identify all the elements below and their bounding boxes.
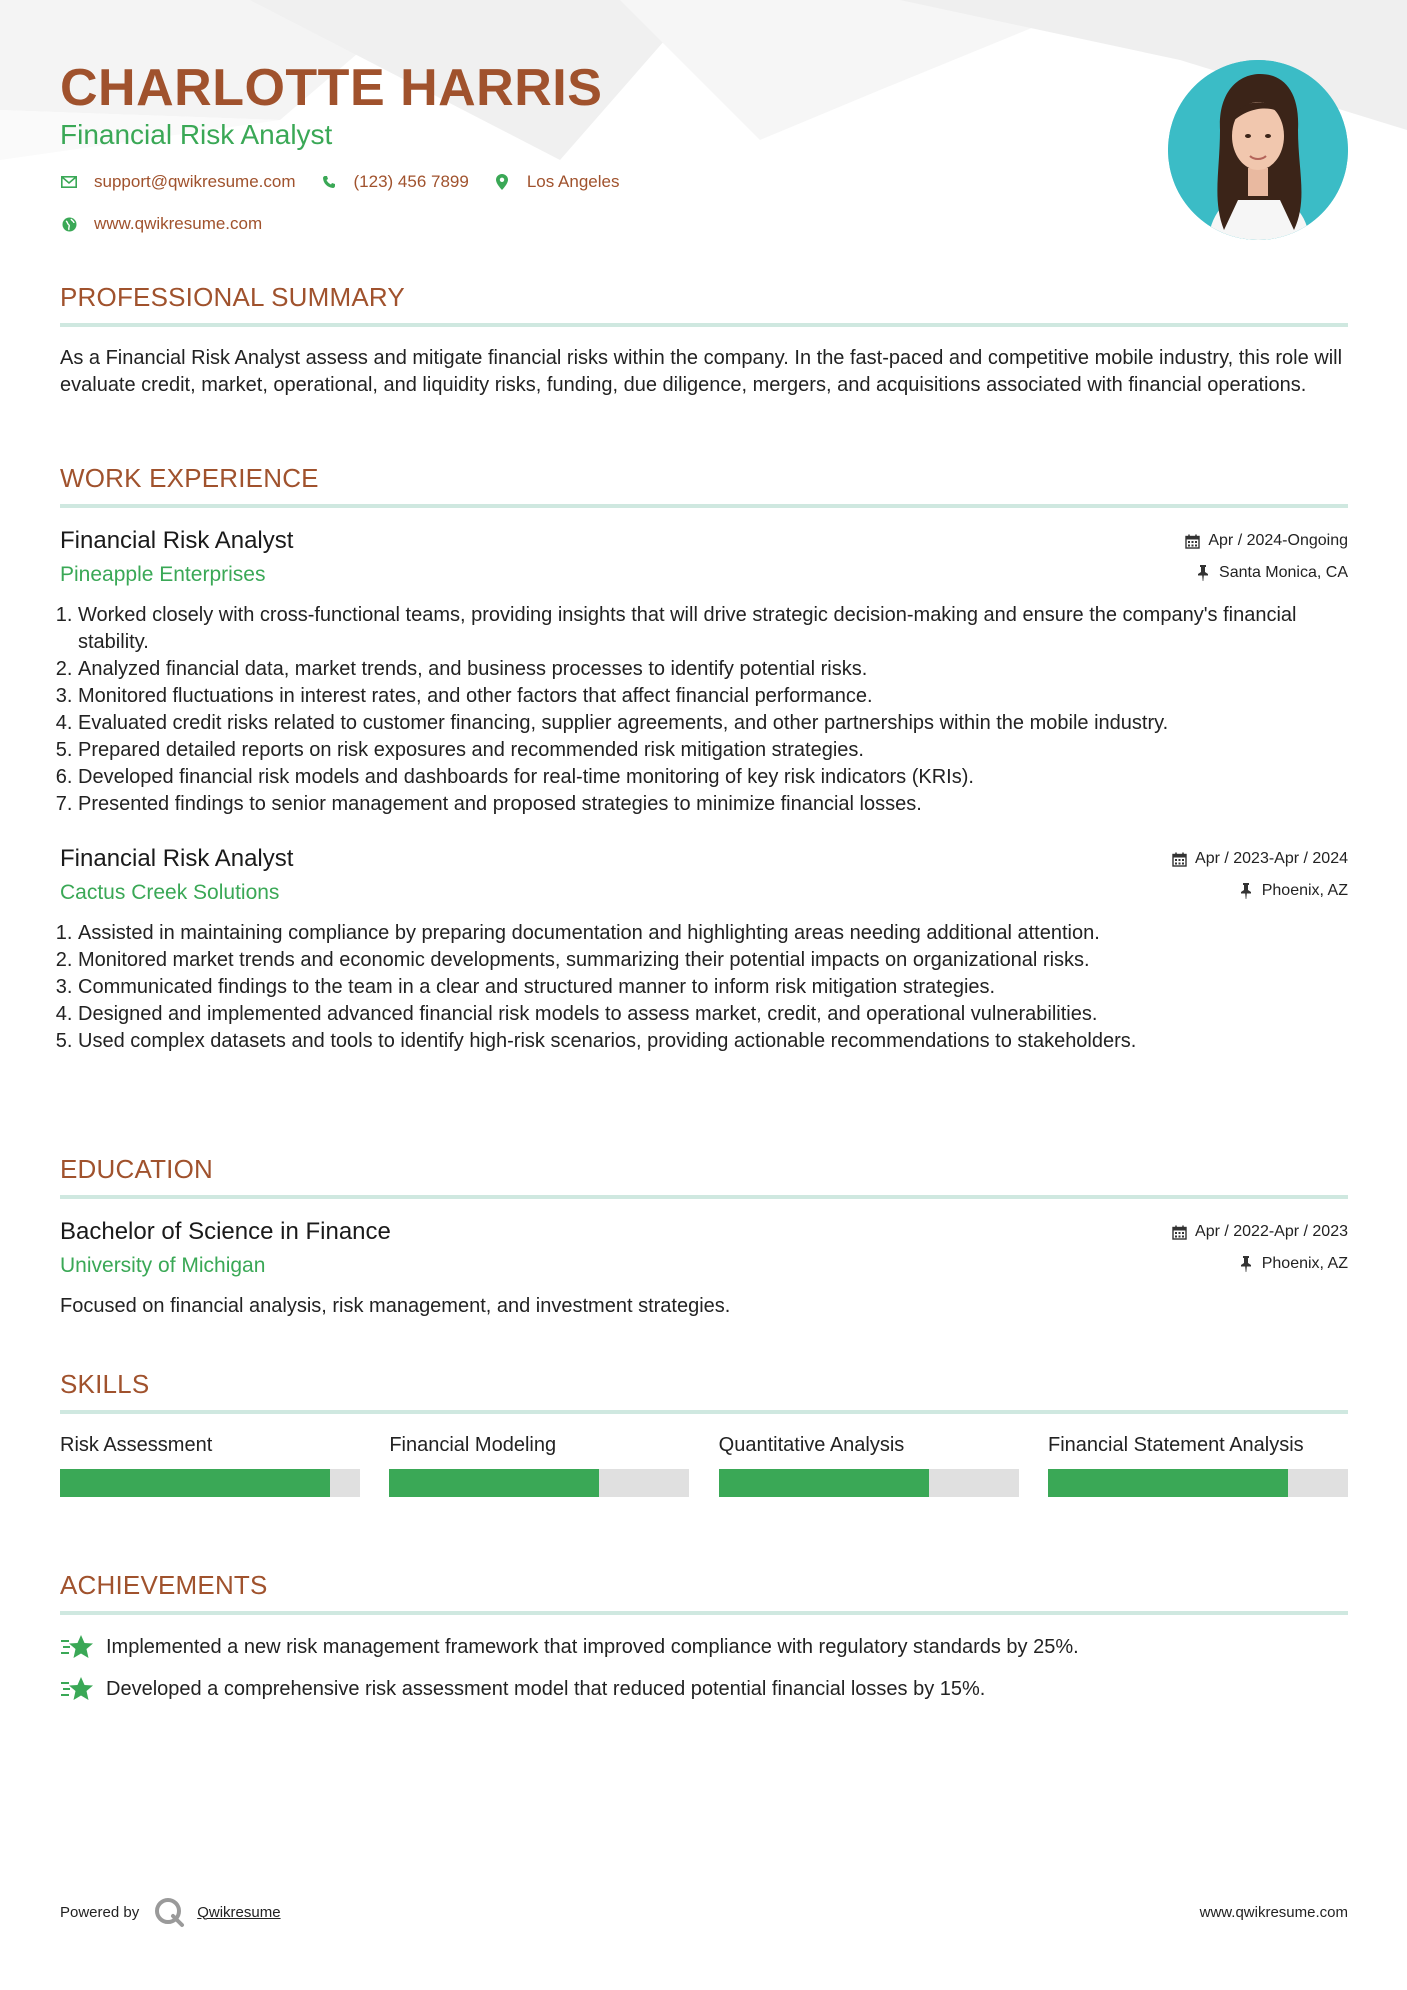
job-bullet: 3. Monitored fluctuations in interest rates, and other factors that affect financial performance. <box>78 683 1348 710</box>
phone-icon <box>320 173 338 191</box>
powered-by <box>60 1896 281 1928</box>
globe-icon <box>60 215 78 233</box>
calendar-icon <box>1171 851 1187 867</box>
skill-level-bar <box>389 1469 689 1497</box>
job-bullet: 4. Designed and implemented advanced financial risk models to assess market, credit, and operational vulnerabilities. <box>78 1001 1348 1028</box>
skill-name: Risk Assessment <box>60 1434 213 1457</box>
job-company: Cactus Creek Solutions <box>60 881 280 905</box>
skill-item <box>60 1432 360 1497</box>
job-title: Financial Risk Analyst <box>60 845 294 873</box>
skill-level-fill <box>60 1469 330 1497</box>
skills-heading: SKILLS <box>60 1369 150 1399</box>
skill-name: Financial Modeling <box>389 1434 557 1457</box>
experience-section <box>60 463 1348 1055</box>
contact-website[interactable] <box>60 214 262 234</box>
email-text: support@qwikresume.com <box>94 172 296 191</box>
footer <box>60 1896 1348 1928</box>
location-text: Los Angeles <box>526 172 620 191</box>
job-dates-text: Apr / 2023-Apr / 2024 <box>1195 850 1348 868</box>
job-entry <box>60 526 1348 818</box>
school-name: University of Michigan <box>60 1254 266 1278</box>
pushpin-icon <box>1238 1256 1254 1272</box>
profile-photo <box>1168 60 1348 240</box>
skill-level-fill <box>1048 1469 1288 1497</box>
summary-text: As a Financial Risk Analyst assess and mitigate financial risks within the company. In the fast-paced and competitive mobile industry, this role will evaluate credit, market, operational, and liquidity risks, funding, due diligence, mergers, and acquisitions associated with financial operations. <box>60 347 1343 397</box>
education-location <box>1171 1253 1348 1275</box>
contact-row-secondary <box>60 214 286 234</box>
achievement-text: Implemented a new risk management framework that improved compliance with regulatory standards by 25%. <box>106 1635 1079 1658</box>
achievement-text: Developed a comprehensive risk assessment model that reduced potential financial losses by 15%. <box>106 1677 986 1700</box>
section-divider <box>60 1195 1348 1199</box>
skill-level-bar <box>1048 1469 1348 1497</box>
calendar-icon <box>1184 533 1200 549</box>
education-entry <box>60 1217 1348 1320</box>
job-bullet: 5. Prepared detailed reports on risk exposures and recommended risk mitigation strategies. <box>78 737 1348 764</box>
job-bullet: 1. Worked closely with cross-functional teams, providing insights that will drive strategic decision-making and ensure the company's financial stability. <box>78 602 1348 656</box>
achievements-section <box>60 1570 1348 1703</box>
achievement-item <box>60 1675 1348 1703</box>
job-meta <box>1184 530 1348 594</box>
summary-section <box>60 282 1348 399</box>
star-icon <box>60 1633 94 1661</box>
skill-level-bar <box>60 1469 360 1497</box>
contact-row-primary <box>60 172 643 192</box>
job-bullet: 2. Analyzed financial data, market trends, and business processes to identify potential risks. <box>78 656 1348 683</box>
experience-heading: WORK EXPERIENCE <box>60 463 319 493</box>
skill-name: Quantitative Analysis <box>718 1434 905 1457</box>
section-divider <box>60 1410 1348 1414</box>
job-dates <box>1171 848 1348 870</box>
calendar-icon <box>1171 1224 1187 1240</box>
job-bullet: 5. Used complex datasets and tools to identify high-risk scenarios, providing actionable recommendations to stakeholders. <box>78 1028 1348 1055</box>
section-divider <box>60 1611 1348 1615</box>
qwikresume-logo-icon <box>153 1896 185 1928</box>
qwikresume-link[interactable]: Qwikresume <box>197 1903 281 1921</box>
education-dates-text: Apr / 2022-Apr / 2023 <box>1195 1223 1348 1241</box>
skills-grid <box>60 1432 1348 1497</box>
job-dates-text: Apr / 2024-Ongoing <box>1208 532 1348 550</box>
achievement-item <box>60 1633 1348 1661</box>
summary-heading: PROFESSIONAL SUMMARY <box>60 282 405 312</box>
contact-phone[interactable] <box>320 172 469 192</box>
candidate-name: CHARLOTTE HARRIS <box>60 59 603 117</box>
map-pin-icon <box>493 173 511 191</box>
envelope-icon <box>60 173 78 191</box>
education-description: Focused on financial analysis, risk management, and investment strategies. <box>60 1295 731 1318</box>
contact-email[interactable] <box>60 172 296 192</box>
star-icon <box>60 1675 94 1703</box>
section-divider <box>60 504 1348 508</box>
skills-section <box>60 1369 1348 1497</box>
job-list <box>60 526 1348 1055</box>
degree-title: Bachelor of Science in Finance <box>60 1218 391 1246</box>
section-divider <box>60 323 1348 327</box>
job-bullet: 4. Evaluated credit risks related to customer financing, supplier agreements, and other partnerships within the mobile industry. <box>78 710 1348 737</box>
job-meta <box>1171 848 1348 912</box>
achievement-list <box>60 1633 1348 1703</box>
phone-text: (123) 456 7899 <box>353 172 469 191</box>
job-bullet: 3. Communicated findings to the team in a clear and structured manner to inform risk mitigation strategies. <box>78 974 1348 1001</box>
skill-level-fill <box>719 1469 929 1497</box>
candidate-title: Financial Risk Analyst <box>60 119 333 150</box>
skill-level-bar <box>719 1469 1019 1497</box>
skill-item <box>1048 1432 1348 1497</box>
job-location-text: Santa Monica, CA <box>1219 564 1348 582</box>
skill-item <box>389 1432 689 1497</box>
education-heading: EDUCATION <box>60 1154 213 1184</box>
job-bullet-list <box>60 920 1348 1055</box>
skill-name: Financial Statement Analysis <box>1047 1434 1304 1457</box>
job-entry <box>60 844 1348 1055</box>
education-dates <box>1171 1221 1348 1243</box>
pushpin-icon <box>1238 883 1254 899</box>
job-company: Pineapple Enterprises <box>60 563 266 587</box>
job-bullet: 7. Presented findings to senior management and proposed strategies to minimize financial losses. <box>78 791 1348 818</box>
job-title: Financial Risk Analyst <box>60 527 294 555</box>
skill-item <box>719 1432 1019 1497</box>
job-bullet: 2. Monitored market trends and economic developments, summarizing their potential impacts on organizational risks. <box>78 947 1348 974</box>
powered-by-label: Powered by <box>60 1903 140 1921</box>
job-dates <box>1184 530 1348 552</box>
job-bullet: 6. Developed financial risk models and dashboards for real-time monitoring of key risk indicators (KRIs). <box>78 764 1348 791</box>
education-section <box>60 1154 1348 1320</box>
contact-location <box>493 172 620 192</box>
job-location <box>1171 880 1348 902</box>
job-location <box>1184 562 1348 584</box>
education-location-text: Phoenix, AZ <box>1261 1255 1348 1273</box>
footer-website[interactable]: www.qwikresume.com <box>1199 1903 1348 1921</box>
achievements-heading: ACHIEVEMENTS <box>60 1570 268 1600</box>
job-bullet-list <box>60 602 1348 818</box>
job-location-text: Phoenix, AZ <box>1261 882 1348 900</box>
job-bullet: 1. Assisted in maintaining compliance by preparing documentation and highlighting areas needing additional attention. <box>78 920 1348 947</box>
skill-level-fill <box>389 1469 599 1497</box>
pushpin-icon <box>1195 565 1211 581</box>
education-meta <box>1171 1221 1348 1285</box>
website-text: www.qwikresume.com <box>94 214 263 233</box>
